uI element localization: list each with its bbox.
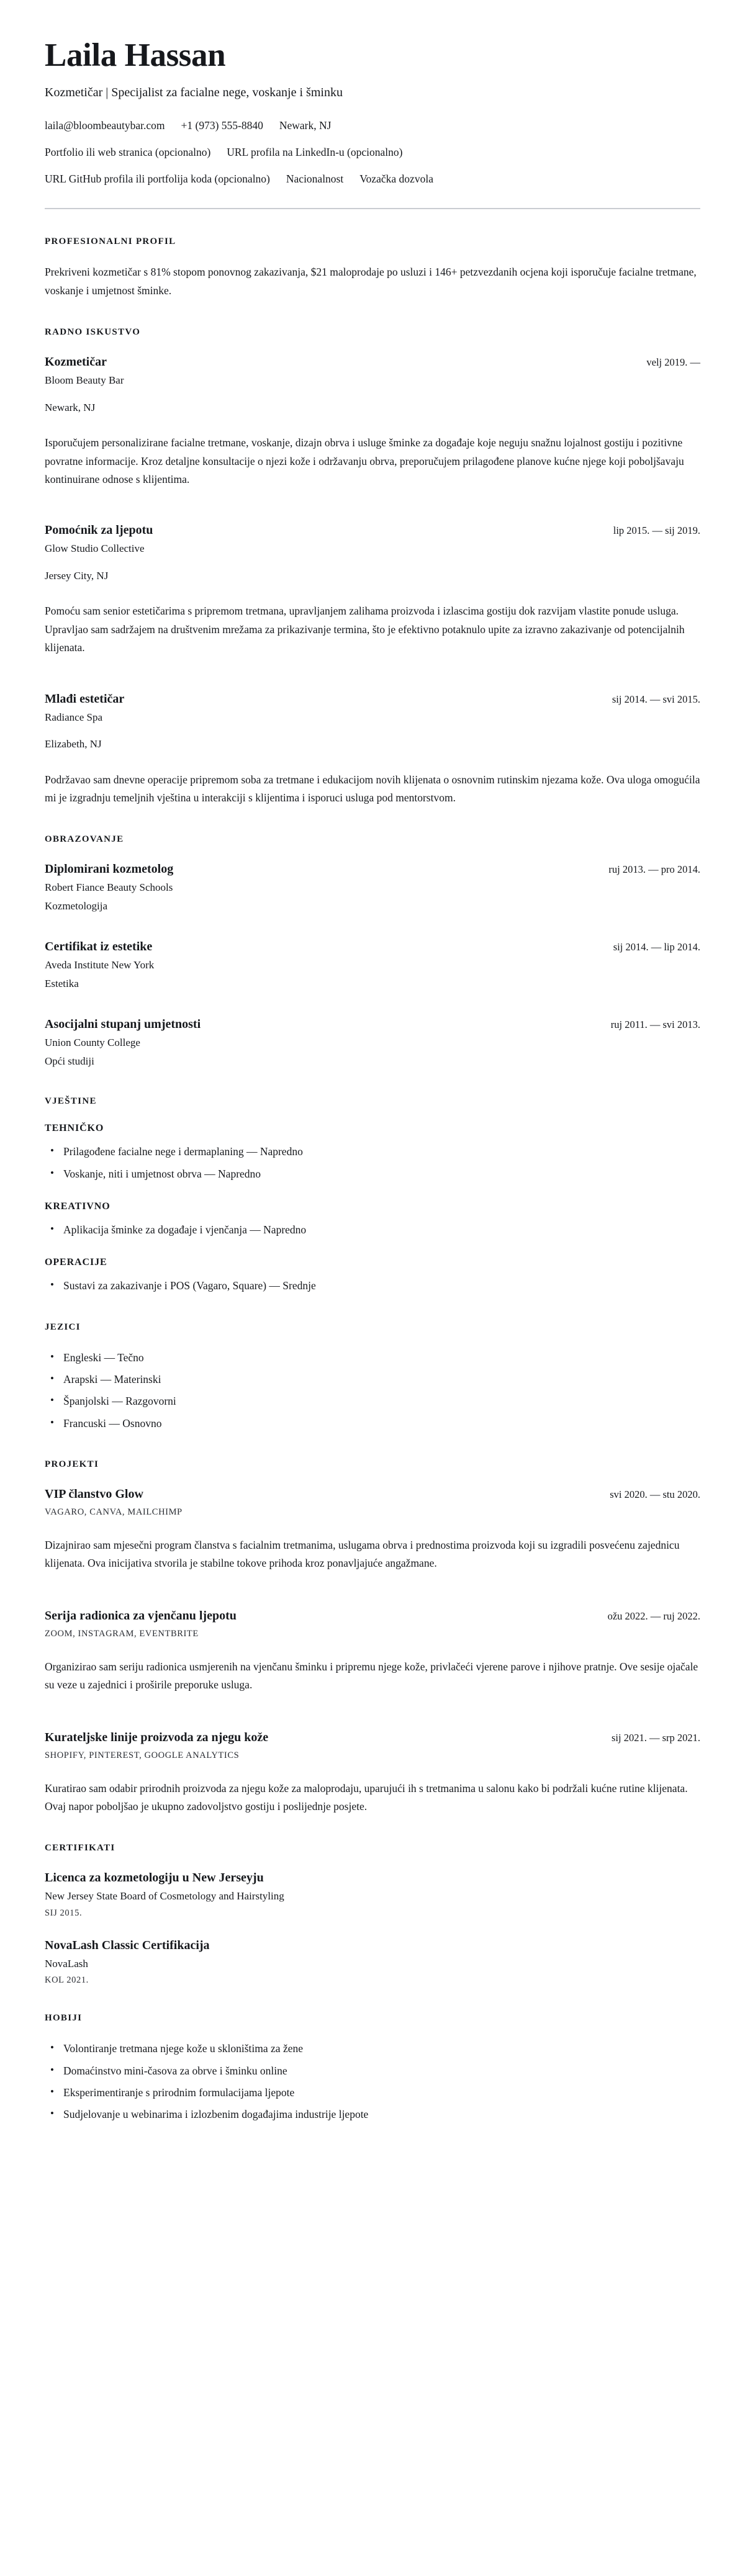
degree-date-range: sij 2014. — lip 2014.: [613, 941, 700, 953]
header-divider: [45, 208, 700, 209]
entry-header: [45, 861, 700, 877]
entry-header: [45, 1608, 700, 1624]
language-item: • Francuski — Osnovno: [45, 1415, 700, 1432]
degree-date-range: ruj 2013. — pro 2014.: [608, 863, 700, 876]
job-location: Jersey City, NJ: [45, 569, 109, 582]
job-company: Glow Studio Collective: [45, 543, 145, 555]
project-date-range: ožu 2022. — ruj 2022.: [607, 1610, 700, 1622]
profile-summary-text: Prekriveni kozmetičar s 81% stopom ponovnog zakazivanja, $21 maloprodaje po usluzi i 146+ petzvezdanih ocjena koji isporučuje facialne tretmane, voskanje i umjetnost šminke.: [45, 266, 697, 297]
job-description: Isporučujem personalizirane facialne tretmane, voskanje, dizajn obrva i usluge šminke za događaje koje neguju snažnu lojalnost gostiju i pozitivne povratne informacije. Kroz detaljne konsultacije o njezi kože i održavanju obrva, preporučujem prilagođene planove kućne njege koji poboljšavaju kontinuirane odnose s klijentima.: [45, 436, 684, 485]
entry-header: [45, 1486, 700, 1502]
certificate-issuer: NovaLash: [45, 1957, 88, 1970]
section-title-projects: PROJEKTI: [45, 1459, 99, 1470]
contact-item: Portfolio ili web stranica (opcionalno): [45, 145, 211, 158]
experience-list: [45, 354, 700, 807]
field-of-study: Estetika: [45, 977, 79, 989]
section-profile: [45, 236, 700, 300]
project-entry: [45, 1486, 700, 1573]
certificate-entry: [45, 1870, 700, 1919]
section-skills: [45, 1096, 700, 1294]
hobby-item: • Eksperimentiranje s prirodnim formulacijama ljepote: [45, 2084, 700, 2101]
field-of-study: Opći studiji: [45, 1055, 94, 1067]
school-name: Robert Fiance Beauty Schools: [45, 881, 173, 894]
skill-group: [45, 1201, 700, 1238]
contact-item: URL GitHub profila ili portfolija koda (opcionalno): [45, 173, 270, 186]
education-list: [45, 861, 700, 1069]
certificate-issuer: New Jersey State Board of Cosmetology and Hairstyling: [45, 1890, 284, 1903]
section-education: [45, 834, 700, 1069]
project-description: Organizirao sam seriju radionica usmjerenih na vjenčanu šminku i pripremu njege kože, privlačeći vjerene parove i njihove pratnje. Ove sesije ojačale su veze u zajednici i proširile preporuke usluga.: [45, 1660, 698, 1691]
contact-row: [45, 144, 700, 160]
section-title-skills: VJEŠTINE: [45, 1096, 97, 1107]
experience-entry: [45, 354, 700, 489]
contact-email[interactable]: laila@bloombeautybar.com: [45, 119, 165, 132]
school-name: Aveda Institute New York: [45, 959, 155, 971]
projects-list: [45, 1486, 700, 1816]
job-title: Pomoćnik za ljepotu: [45, 523, 153, 538]
section-title-education: OBRAZOVANJE: [45, 834, 124, 845]
section-title-certificates: CERTIFIKATI: [45, 1843, 115, 1853]
job-company: Bloom Beauty Bar: [45, 374, 124, 387]
hobbies-list: [45, 2040, 700, 2123]
language-item: • Španjolski — Razgovorni: [45, 1392, 700, 1410]
contact-row: [45, 171, 700, 187]
contact-item: +1 (973) 555-8840: [181, 119, 263, 132]
job-date-range: velj 2019. —: [646, 356, 700, 369]
certificate-date: KOL 2021.: [45, 1975, 89, 1986]
skill-item: • Prilagođene facialne nege i dermaplaning — Napredno: [45, 1143, 700, 1160]
degree-title: Certifikat iz estetike: [45, 940, 153, 954]
certificate-title: Licenca za kozmetologiju u New Jerseyju: [45, 1871, 264, 1885]
skill-group-title: KREATIVNO: [45, 1200, 111, 1212]
education-entry: [45, 861, 700, 914]
project-description: Dizajnirao sam mjesečni program članstva s facialnim tretmanima, uslugama obrva i prednostima proizvoda koji su izgradili posvećenu zajednicu klijenata. Ova inicijativa stvorila je stabilne tokove prihoda kroz ponavljajuće angažmane.: [45, 1539, 680, 1570]
skill-item: • Sustavi za zakazivanje i POS (Vagaro, Square) — Srednje: [45, 1277, 700, 1294]
project-tools: SHOPIFY, PINTEREST, GOOGLE ANALYTICS: [45, 1750, 240, 1760]
project-tools: ZOOM, INSTAGRAM, EVENTBRITE: [45, 1628, 199, 1639]
entry-header: [45, 522, 700, 538]
language-item: • Arapski — Materinski: [45, 1371, 700, 1388]
section-certificates: [45, 1843, 700, 1986]
project-title: Serija radionica za vjenčanu ljepotu: [45, 1608, 237, 1623]
job-title: Kozmetičar: [45, 355, 107, 369]
project-title: Kurateljske linije proizvoda za njegu kože: [45, 1730, 269, 1744]
section-hobbies: [45, 2013, 700, 2123]
candidate-name: Laila Hassan: [45, 37, 226, 73]
project-entry: [45, 1608, 700, 1695]
education-entry: [45, 939, 700, 991]
skill-items: [45, 1277, 700, 1294]
contact-item: Vozačka dozvola: [359, 173, 433, 186]
section-title-languages: JEZICI: [45, 1322, 81, 1332]
contact-row: [45, 117, 700, 133]
project-description: Kuratirao sam odabir prirodnih proizvoda za njegu kože za maloprodaju, uparujući ih s tretmanima u salonu kako bi podržali kućne rutine klijenata. Ovaj napor poboljšao je ukupno zadovoljstvo gostiju i poslijednje posjete.: [45, 1781, 688, 1813]
hobby-item: • Domaćinstvo mini-časova za obrve i šminku online: [45, 2062, 700, 2079]
contact-item: URL profila na LinkedIn-u (opcionalno): [227, 145, 403, 158]
job-description: Podržavao sam dnevne operacije pripremom soba za tretmane i edukacijom novih klijenata o osnovnim rutinskim njezama kože. Ova uloga omogućila mi je izgradnju temeljnih vještina u interakciji s klijentima i isporuci usluga pod mentorstvom.: [45, 773, 700, 804]
job-date-range: sij 2014. — svi 2015.: [612, 693, 700, 705]
project-title: VIP članstvo Glow: [45, 1487, 143, 1502]
section-experience: [45, 327, 700, 807]
certificate-entry: [45, 1937, 700, 1986]
experience-entry: [45, 522, 700, 657]
entry-header: [45, 1016, 700, 1032]
skill-group: [45, 1123, 700, 1182]
candidate-headline: Kozmetičar | Specijalist za facialne nege, voskanje i šminku: [45, 85, 343, 99]
language-item: • Engleski — Tečno: [45, 1349, 700, 1366]
job-date-range: lip 2015. — sij 2019.: [613, 525, 700, 537]
degree-title: Diplomirani kozmetolog: [45, 862, 174, 876]
skill-items: [45, 1221, 700, 1238]
resume-header: [45, 38, 700, 187]
project-entry: [45, 1729, 700, 1816]
skill-group-title: OPERACIJE: [45, 1257, 107, 1268]
entry-header: [45, 691, 700, 707]
entry-header: [45, 939, 700, 955]
degree-title: Asocijalni stupanj umjetnosti: [45, 1017, 201, 1032]
contact-block: [45, 117, 700, 187]
experience-entry: [45, 691, 700, 808]
degree-date-range: ruj 2011. — svi 2013.: [610, 1019, 700, 1031]
project-date-range: sij 2021. — srp 2021.: [611, 1731, 700, 1744]
job-location: Newark, NJ: [45, 401, 96, 413]
hobby-item: • Sudjelovanje u webinarima i izlozbenim događajima industrije ljepote: [45, 2105, 700, 2123]
education-entry: [45, 1016, 700, 1069]
certificate-title: NovaLash Classic Certifikacija: [45, 1938, 210, 1952]
entry-header: [45, 1729, 700, 1745]
skill-group-title: TEHNIČKO: [45, 1123, 104, 1134]
section-title-hobbies: HOBIJI: [45, 2013, 83, 2024]
certificate-date: SIJ 2015.: [45, 1907, 83, 1918]
section-languages: [45, 1322, 700, 1432]
languages-list: [45, 1349, 700, 1432]
section-projects: [45, 1459, 700, 1816]
project-tools: VAGARO, CANVA, MAILCHIMP: [45, 1507, 183, 1518]
job-company: Radiance Spa: [45, 711, 102, 723]
skill-item: • Voskanje, niti i umjetnost obrva — Napredno: [45, 1165, 700, 1182]
skills-groups: [45, 1123, 700, 1294]
section-title-experience: RADNO ISKUSTVO: [45, 327, 141, 338]
job-title: Mlađi estetičar: [45, 691, 125, 706]
job-location: Elizabeth, NJ: [45, 738, 102, 750]
job-description: Pomoću sam senior estetičarima s pripremom tretmana, upravljanjem zalihama proizvoda i izlascima gostiju dok razvijam vlastite ponude usluga. Upravljao sam sadržajem na društvenim mrežama za prikazivanje termina, što je efektivno potaknulo upite za izravno zakazivanje od potencijalnih klijenata.: [45, 605, 685, 654]
field-of-study: Kozmetologija: [45, 899, 108, 912]
section-title-profile: PROFESIONALNI PROFIL: [45, 236, 176, 247]
certificates-list: [45, 1870, 700, 1986]
hobby-item: • Volontiranje tretmana njege kože u skloništima za žene: [45, 2040, 700, 2057]
contact-item: Nacionalnost: [286, 173, 344, 186]
skill-items: [45, 1143, 700, 1182]
entry-header: [45, 354, 700, 370]
contact-item: Newark, NJ: [279, 119, 332, 132]
school-name: Union County College: [45, 1037, 140, 1049]
project-date-range: svi 2020. — stu 2020.: [610, 1488, 700, 1501]
skill-item: • Aplikacija šminke za događaje i vjenčanja — Napredno: [45, 1221, 700, 1238]
skill-group: [45, 1257, 700, 1294]
